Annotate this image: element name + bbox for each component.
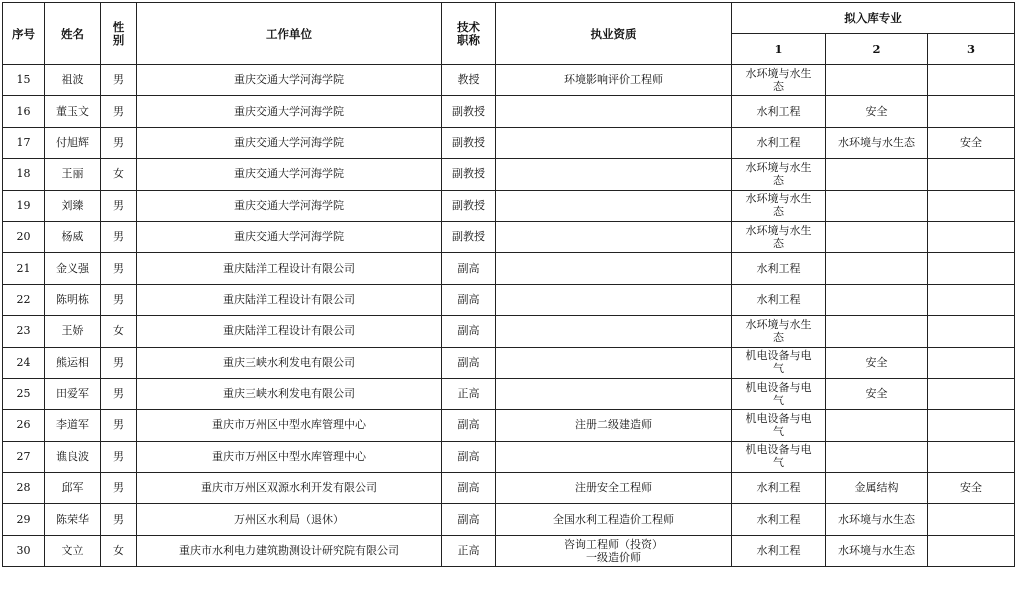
cell-seq-text: 19 (16, 198, 31, 212)
cell-major-2 (826, 96, 928, 127)
cell-unit (137, 504, 442, 535)
cell-name-text: 谯良波 (56, 449, 89, 463)
cell-name-text: 陈荣华 (56, 512, 89, 526)
cell-major-2-text: 安全 (865, 387, 888, 401)
cell-name (45, 410, 101, 441)
cell-qualification (496, 347, 732, 378)
cell-major-1 (732, 504, 826, 535)
cell-unit-text: 重庆市万州区中型水库管理中心 (212, 418, 366, 432)
cell-major-2 (826, 504, 928, 535)
cell-unit-text: 重庆三峡水利发电有限公司 (223, 387, 355, 401)
cell-gender (101, 347, 137, 378)
cell-major-1-text: 水环境与水生 态 (745, 223, 812, 250)
cell-major-3 (928, 221, 1015, 252)
cell-unit (137, 441, 442, 472)
cell-major-3 (928, 473, 1015, 504)
cell-major-1 (732, 378, 826, 409)
cell-seq-text: 20 (16, 230, 31, 244)
cell-gender (101, 473, 137, 504)
cell-seq (3, 441, 45, 472)
cell-major-3 (928, 190, 1015, 221)
cell-name (45, 253, 101, 284)
cell-name (45, 441, 101, 472)
table-row (3, 535, 1015, 566)
cell-unit-text: 重庆交通大学河海学院 (234, 135, 344, 149)
cell-qualification-text: 注册安全工程师 (575, 481, 652, 495)
cell-major-1 (732, 65, 826, 96)
cell-gender (101, 253, 137, 284)
cell-major-2 (826, 441, 928, 472)
cell-unit (137, 410, 442, 441)
cell-major-1 (732, 347, 826, 378)
cell-seq (3, 347, 45, 378)
cell-title-text: 副教授 (452, 198, 485, 212)
cell-name (45, 473, 101, 504)
cell-title-text: 正高 (457, 387, 480, 401)
cell-unit (137, 96, 442, 127)
cell-gender-text: 男 (113, 261, 124, 275)
cell-title (442, 316, 496, 347)
cell-major-3-text: 安全 (960, 135, 982, 149)
header-name: 姓名 (45, 3, 101, 65)
cell-major-2 (826, 253, 928, 284)
cell-qualification (496, 316, 732, 347)
cell-major-2 (826, 316, 928, 347)
cell-title (442, 96, 496, 127)
cell-title-text: 副高 (457, 418, 480, 432)
cell-major-3 (928, 65, 1015, 96)
cell-gender-text: 男 (113, 135, 124, 149)
cell-gender-text: 男 (113, 355, 124, 369)
cell-title-text: 副教授 (452, 104, 485, 118)
header-major-group: 拟入库专业 (732, 3, 1015, 34)
cell-unit-text: 重庆市万州区中型水库管理中心 (212, 449, 366, 463)
cell-major-2 (826, 221, 928, 252)
cell-major-2-text: 安全 (865, 104, 888, 118)
cell-unit (137, 159, 442, 190)
cell-major-1 (732, 127, 826, 158)
cell-title-text: 副教授 (452, 230, 485, 244)
cell-major-1-text: 水利工程 (756, 261, 801, 275)
cell-major-1 (732, 159, 826, 190)
cell-major-3 (928, 316, 1015, 347)
cell-qualification (496, 127, 732, 158)
cell-major-1 (732, 441, 826, 472)
cell-major-2 (826, 159, 928, 190)
cell-seq (3, 65, 45, 96)
table-row (3, 221, 1015, 252)
cell-unit-text: 重庆市水利电力建筑勘测设计研究院有限公司 (179, 544, 399, 558)
cell-seq (3, 410, 45, 441)
cell-unit-text: 重庆三峡水利发电有限公司 (223, 355, 355, 369)
cell-major-1 (732, 253, 826, 284)
cell-seq-text: 16 (16, 104, 31, 118)
cell-qualification-text: 注册二级建造师 (575, 418, 652, 432)
cell-major-1 (732, 96, 826, 127)
cell-seq (3, 473, 45, 504)
cell-unit-text: 重庆陆洋工程设计有限公司 (223, 292, 355, 306)
cell-name-text: 陈明栋 (56, 292, 89, 306)
cell-name-text: 付旭辉 (56, 135, 89, 149)
cell-qualification-text: 咨询工程师（投资） 一级造价师 (564, 537, 663, 564)
cell-major-1-text: 水利工程 (756, 512, 801, 526)
header-gender (101, 3, 137, 65)
cell-major-2 (826, 535, 928, 566)
cell-major-2-text: 水环境与水生态 (838, 544, 915, 558)
cell-title (442, 65, 496, 96)
cell-qualification (496, 96, 732, 127)
cell-qualification (496, 441, 732, 472)
cell-title-text: 副高 (457, 292, 480, 306)
cell-gender-text: 男 (113, 387, 124, 401)
header-row-1 (3, 3, 1015, 34)
cell-qualification (496, 284, 732, 315)
table-row (3, 159, 1015, 190)
cell-gender-text: 男 (113, 481, 124, 495)
cell-major-1 (732, 190, 826, 221)
cell-unit (137, 253, 442, 284)
cell-title-text: 副高 (457, 355, 480, 369)
cell-major-1 (732, 221, 826, 252)
cell-name-text: 文立 (61, 544, 84, 558)
cell-name-text: 祖波 (61, 73, 84, 87)
cell-title-text: 副高 (457, 512, 480, 526)
cell-seq-text: 29 (16, 512, 31, 526)
cell-major-2 (826, 65, 928, 96)
cell-gender-text: 男 (113, 104, 124, 118)
cell-qualification (496, 253, 732, 284)
cell-gender-text: 男 (113, 73, 124, 87)
cell-gender (101, 96, 137, 127)
cell-gender (101, 316, 137, 347)
cell-unit (137, 347, 442, 378)
cell-seq (3, 504, 45, 535)
cell-seq-text: 24 (16, 355, 31, 369)
cell-unit (137, 316, 442, 347)
header-qual: 执业资质 (496, 3, 732, 65)
cell-major-3 (928, 127, 1015, 158)
cell-major-1 (732, 410, 826, 441)
cell-name (45, 221, 101, 252)
table-row (3, 473, 1015, 504)
header-seq: 序号 (3, 3, 45, 65)
cell-major-1 (732, 284, 826, 315)
cell-major-2-text: 水环境与水生态 (838, 512, 915, 526)
cell-major-1 (732, 535, 826, 566)
cell-major-3 (928, 378, 1015, 409)
cell-major-1-text: 水利工程 (756, 292, 801, 306)
table-row (3, 284, 1015, 315)
cell-name-text: 邱军 (61, 481, 84, 495)
cell-major-3 (928, 410, 1015, 441)
cell-qualification-text: 环境影响评价工程师 (564, 73, 663, 87)
cell-name (45, 190, 101, 221)
cell-name-text: 王丽 (61, 167, 84, 181)
cell-unit (137, 65, 442, 96)
cell-gender (101, 504, 137, 535)
cell-unit (137, 127, 442, 158)
cell-name (45, 127, 101, 158)
cell-major-2 (826, 127, 928, 158)
cell-unit (137, 284, 442, 315)
cell-gender-text: 男 (113, 449, 124, 463)
cell-major-1-text: 机电设备与电 气 (745, 380, 812, 407)
cell-major-2 (826, 378, 928, 409)
cell-name (45, 378, 101, 409)
table-row (3, 316, 1015, 347)
cell-major-3 (928, 535, 1015, 566)
cell-gender-text: 男 (113, 418, 124, 432)
cell-name (45, 284, 101, 315)
cell-major-2 (826, 284, 928, 315)
cell-seq (3, 221, 45, 252)
cell-unit-text: 重庆交通大学河海学院 (234, 104, 344, 118)
cell-title-text: 副高 (457, 261, 480, 275)
cell-gender (101, 221, 137, 252)
cell-seq (3, 96, 45, 127)
table-row (3, 127, 1015, 158)
cell-seq-text: 30 (16, 544, 31, 558)
cell-seq-text: 18 (16, 167, 31, 181)
cell-title (442, 347, 496, 378)
cell-title (442, 159, 496, 190)
cell-seq (3, 159, 45, 190)
cell-major-1-text: 水利工程 (756, 135, 801, 149)
cell-unit-text: 重庆交通大学河海学院 (234, 167, 344, 181)
table-row (3, 441, 1015, 472)
cell-major-1-text: 水利工程 (756, 544, 801, 558)
cell-gender (101, 284, 137, 315)
cell-major-1 (732, 316, 826, 347)
table-row (3, 190, 1015, 221)
cell-unit-text: 重庆陆洋工程设计有限公司 (223, 261, 355, 275)
cell-major-3 (928, 96, 1015, 127)
cell-seq (3, 535, 45, 566)
cell-title-text: 副教授 (452, 135, 485, 149)
cell-major-3 (928, 347, 1015, 378)
cell-unit (137, 190, 442, 221)
cell-title (442, 284, 496, 315)
cell-seq (3, 253, 45, 284)
cell-gender (101, 159, 137, 190)
cell-title-text: 副教授 (452, 167, 485, 181)
cell-seq-text: 17 (16, 135, 31, 149)
cell-name-text: 杨威 (61, 230, 84, 244)
cell-major-2-text: 安全 (865, 355, 888, 369)
cell-title (442, 441, 496, 472)
cell-major-2 (826, 190, 928, 221)
cell-seq-text: 15 (16, 73, 31, 87)
cell-unit-text: 重庆交通大学河海学院 (234, 230, 344, 244)
cell-gender (101, 535, 137, 566)
cell-unit (137, 535, 442, 566)
cell-title-text: 副高 (457, 481, 480, 495)
cell-seq (3, 127, 45, 158)
cell-major-3 (928, 253, 1015, 284)
cell-gender (101, 441, 137, 472)
table-row (3, 253, 1015, 284)
table-row (3, 347, 1015, 378)
cell-title (442, 190, 496, 221)
cell-gender-text: 男 (113, 198, 124, 212)
expert-table (2, 2, 1015, 567)
cell-name (45, 504, 101, 535)
cell-unit-text: 重庆交通大学河海学院 (234, 73, 344, 87)
cell-gender-text: 男 (113, 512, 124, 526)
cell-name (45, 316, 101, 347)
cell-unit-text: 重庆陆洋工程设计有限公司 (223, 324, 355, 338)
cell-seq-text: 27 (16, 449, 31, 463)
cell-title (442, 473, 496, 504)
cell-major-1 (732, 473, 826, 504)
cell-title (442, 221, 496, 252)
cell-qualification (496, 221, 732, 252)
cell-major-2-text: 水环境与水生态 (838, 135, 915, 149)
cell-major-1-text: 水环境与水生 态 (745, 66, 812, 93)
header-gender-label: 性 别 (112, 19, 125, 47)
cell-major-1-text: 水利工程 (756, 481, 801, 495)
cell-gender-text: 男 (113, 230, 124, 244)
header-major-1: 1 (732, 34, 826, 65)
cell-qualification-text: 全国水利工程造价工程师 (553, 512, 674, 526)
cell-qualification (496, 504, 732, 535)
cell-name (45, 65, 101, 96)
cell-name (45, 347, 101, 378)
cell-qualification (496, 159, 732, 190)
cell-major-3 (928, 441, 1015, 472)
table-row (3, 504, 1015, 535)
table-row (3, 378, 1015, 409)
cell-gender (101, 127, 137, 158)
cell-seq-text: 28 (16, 481, 31, 495)
cell-qualification (496, 535, 732, 566)
cell-seq (3, 316, 45, 347)
cell-seq-text: 26 (16, 418, 31, 432)
cell-name-text: 董玉文 (56, 104, 89, 118)
cell-seq (3, 284, 45, 315)
cell-name-text: 熊运相 (56, 355, 89, 369)
cell-title (442, 410, 496, 441)
cell-unit-text: 万州区水利局（退休） (234, 512, 344, 526)
cell-unit-text: 重庆市万州区双源水利开发有限公司 (201, 481, 377, 495)
cell-major-1-text: 机电设备与电 气 (745, 349, 812, 376)
cell-qualification (496, 410, 732, 441)
header-title-label: 技术 职称 (457, 19, 480, 47)
cell-title-text: 副高 (457, 324, 480, 338)
cell-major-3-text: 安全 (960, 481, 982, 495)
cell-title (442, 127, 496, 158)
cell-major-1-text: 水利工程 (756, 104, 801, 118)
cell-title-text: 教授 (457, 73, 480, 87)
cell-gender-text: 女 (113, 324, 124, 338)
cell-name-text: 李道军 (56, 418, 89, 432)
cell-qualification (496, 473, 732, 504)
header-unit: 工作单位 (137, 3, 442, 65)
cell-major-1-text: 机电设备与电 气 (745, 411, 812, 438)
cell-major-1-text: 水环境与水生 态 (745, 160, 812, 187)
cell-title (442, 378, 496, 409)
cell-major-3 (928, 504, 1015, 535)
cell-seq (3, 190, 45, 221)
cell-major-3 (928, 159, 1015, 190)
cell-gender (101, 190, 137, 221)
cell-seq-text: 23 (16, 324, 31, 338)
cell-title (442, 253, 496, 284)
cell-title-text: 副高 (457, 449, 480, 463)
cell-major-3 (928, 284, 1015, 315)
cell-name-text: 田爱军 (56, 387, 89, 401)
cell-unit (137, 473, 442, 504)
cell-title (442, 535, 496, 566)
header-major-3: 3 (928, 34, 1015, 65)
cell-name (45, 159, 101, 190)
cell-name (45, 96, 101, 127)
cell-gender-text: 女 (113, 167, 124, 181)
cell-gender-text: 男 (113, 292, 124, 306)
table-body (3, 65, 1015, 567)
cell-seq-text: 22 (16, 292, 31, 306)
cell-major-2 (826, 410, 928, 441)
cell-qualification (496, 378, 732, 409)
cell-seq-text: 25 (16, 387, 31, 401)
cell-seq (3, 378, 45, 409)
cell-major-2 (826, 473, 928, 504)
cell-title (442, 504, 496, 535)
cell-major-2-text: 金属结构 (854, 481, 899, 495)
header-title (442, 3, 496, 65)
table-row (3, 410, 1015, 441)
cell-name-text: 刘臻 (61, 198, 84, 212)
cell-unit (137, 378, 442, 409)
cell-major-1-text: 水环境与水生 态 (745, 317, 812, 344)
cell-gender (101, 65, 137, 96)
cell-gender (101, 410, 137, 441)
table-row (3, 96, 1015, 127)
cell-unit (137, 221, 442, 252)
cell-major-2 (826, 347, 928, 378)
cell-gender-text: 女 (113, 544, 124, 558)
cell-name-text: 金义强 (56, 261, 89, 275)
cell-name-text: 王娇 (61, 324, 84, 338)
header-major-2: 2 (826, 34, 928, 65)
cell-unit-text: 重庆交通大学河海学院 (234, 198, 344, 212)
cell-qualification (496, 190, 732, 221)
cell-seq-text: 21 (16, 261, 31, 275)
cell-major-1-text: 机电设备与电 气 (745, 443, 812, 470)
cell-name (45, 535, 101, 566)
cell-title-text: 正高 (457, 544, 480, 558)
cell-qualification (496, 65, 732, 96)
table-row (3, 65, 1015, 96)
cell-major-1-text: 水环境与水生 态 (745, 192, 812, 219)
cell-gender (101, 378, 137, 409)
